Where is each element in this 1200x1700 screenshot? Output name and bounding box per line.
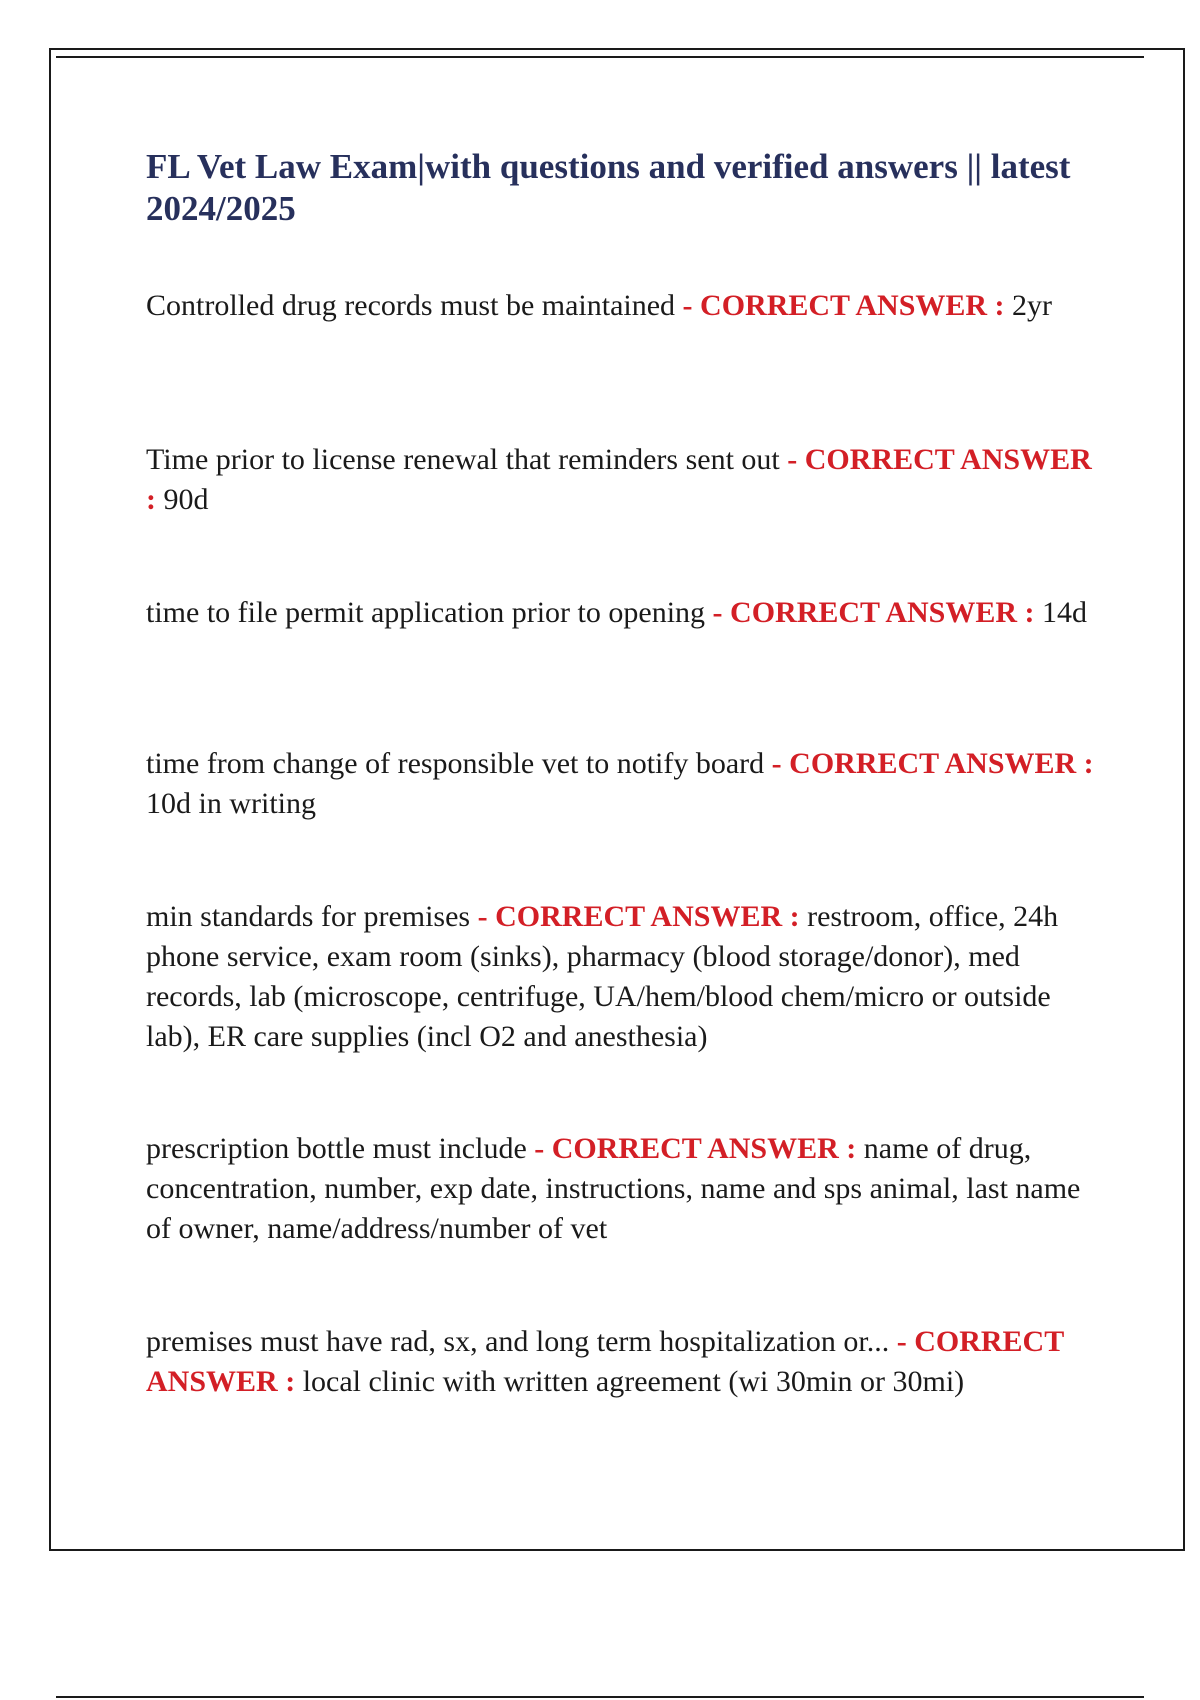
question-text: premises must have rad, sx, and long term hospitalization or... (146, 1325, 890, 1358)
answer-separator: - (477, 900, 488, 933)
qa-item (146, 744, 1096, 824)
answer-text: local clinic with written agreement (wi 30min or 30mi) (302, 1365, 965, 1398)
qa-item (146, 1129, 1096, 1249)
answer-separator: - (534, 1132, 545, 1165)
answer-label: CORRECT ANSWER : (551, 1132, 857, 1165)
qa-item (146, 897, 1096, 1057)
qa-item (146, 440, 1096, 520)
question-text: prescription bottle must include (146, 1132, 527, 1165)
answer-separator: - (682, 289, 693, 322)
qa-item (146, 286, 1096, 326)
answer-text: name of drug, concentration, number, exp date, instructions, name and sps animal, last name of owner, name/address/number of vet (146, 1132, 1081, 1245)
answer-label: CORRECT ANSWER : (700, 289, 1005, 322)
answer-separator: - (771, 747, 782, 780)
answer-label: CORRECT ANSWER : (146, 443, 1092, 516)
question-text: time from change of responsible vet to notify board (146, 747, 765, 780)
document-title: FL Vet Law Exam|with questions and verified answers || latest 2024/2025 (146, 147, 1071, 228)
answer-label: CORRECT ANSWER : (730, 596, 1035, 629)
answer-text: 10d in writing (146, 787, 316, 820)
bottom-rule (56, 1696, 1144, 1698)
answer-label: CORRECT ANSWER : (789, 747, 1094, 780)
answer-label: CORRECT ANSWER : (146, 1325, 1064, 1398)
qa-item (146, 1322, 1096, 1402)
answer-text: 2yr (1012, 289, 1053, 322)
qa-item (146, 593, 1096, 633)
question-text: Controlled drug records must be maintained (146, 289, 676, 322)
question-text: time to file permit application prior to opening (146, 596, 706, 629)
question-text: min standards for premises (146, 900, 471, 933)
answer-separator: - (712, 596, 723, 629)
question-text: Time prior to license renewal that reminders sent out (146, 443, 780, 476)
answer-text: 90d (163, 483, 209, 516)
answer-separator: - (787, 443, 798, 476)
answer-text: 14d (1042, 596, 1088, 629)
document-body (146, 146, 1096, 1398)
answer-separator: - (896, 1325, 907, 1358)
top-rule (56, 56, 1144, 58)
answer-text: restroom, office, 24h phone service, exam room (sinks), pharmacy (blood storage/donor), med records, lab (microscope, centrifuge, UA/hem/blood chem/micro or outside lab), ER care supplies (incl O2 and anesthesia) (146, 900, 1059, 1053)
answer-label: CORRECT ANSWER : (495, 900, 800, 933)
